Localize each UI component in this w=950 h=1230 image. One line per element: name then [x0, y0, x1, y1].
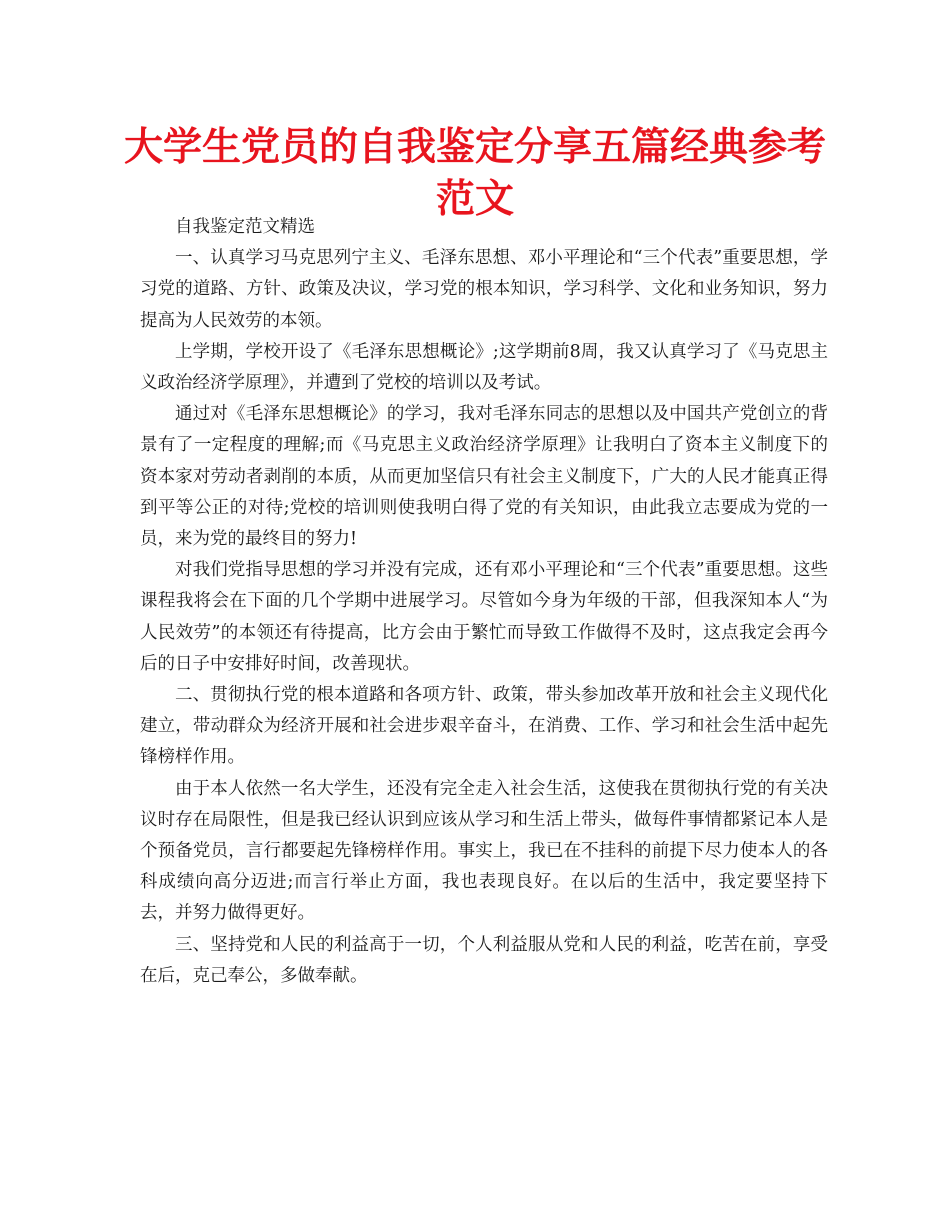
paragraph-3: 通过对《毛泽东思想概论》的学习，我对毛泽东同志的思想以及中国共产党创立的背景有了一定程度的理解;而《马克思主义政治经济学原理》让我明白了资本主义制度下的资本家对劳动者剥削的本质，从而更加坚信只有社会主义制度下，广大的人民才能真正得到平等公正的对待;党校的培训则使我明白得了党的有关知识，由此我立志要成为党的一员，来为党的最终目的努力! [140, 404, 828, 550]
document-body [140, 212, 828, 992]
document-title: 大学生党员的自我鉴定分享五篇经典参考范文 [123, 125, 826, 222]
document-subtitle: 自我鉴定范文精选 [175, 217, 315, 237]
paragraph-6: 由于本人依然一名大学生，还没有完全走入社会生活，这使我在贯彻执行党的有关决议时存在局限性，但是我已经认识到应该从学习和生活上带头，做每件事情都紧记本人是个预备党员，言行都要起先锋榜样作用。事实上，我已在不挂科的前提下尽力使本人的各科成绩向高分迈进;而言行举止方面，我也表现良好。在以后的生活中，我定要坚持下去，并努力做得更好。 [140, 778, 828, 924]
paragraph-1: 一、认真学习马克思列宁主义、毛泽东思想、邓小平理论和“三个代表”重要思想，学习党的道路、方针、政策及决议，学习党的根本知识，学习科学、文化和业务知识，努力提高为人民效劳的本领。 [140, 248, 828, 331]
paragraph-2: 上学期，学校开设了《毛泽东思想概论》;这学期前8周，我又认真学习了《马克思主义政治经济学原理》，并遭到了党校的培训以及考试。 [140, 341, 828, 394]
paragraph-5: 二、贯彻执行党的根本道路和各项方针、政策，带头参加改革开放和社会主义现代化建立，带动群众为经济开展和社会进步艰辛奋斗，在消费、工作、学习和社会生活中起先锋榜样作用。 [140, 685, 828, 768]
paragraph-7: 三、坚持党和人民的利益高于一切，个人利益服从党和人民的利益，吃苦在前，享受在后，克己奉公，多做奉献。 [140, 934, 828, 986]
paragraph-4: 对我们党指导思想的学习并没有完成，还有邓小平理论和“三个代表”重要思想。这些课程我将会在下面的几个学期中进展学习。尽管如今身为年级的干部，但我深知本人“为人民效劳”的本领还有待提高，比方会由于繁忙而导致工作做得不及时，这点我定会再今后的日子中安排好时间，改善现状。 [140, 560, 828, 674]
